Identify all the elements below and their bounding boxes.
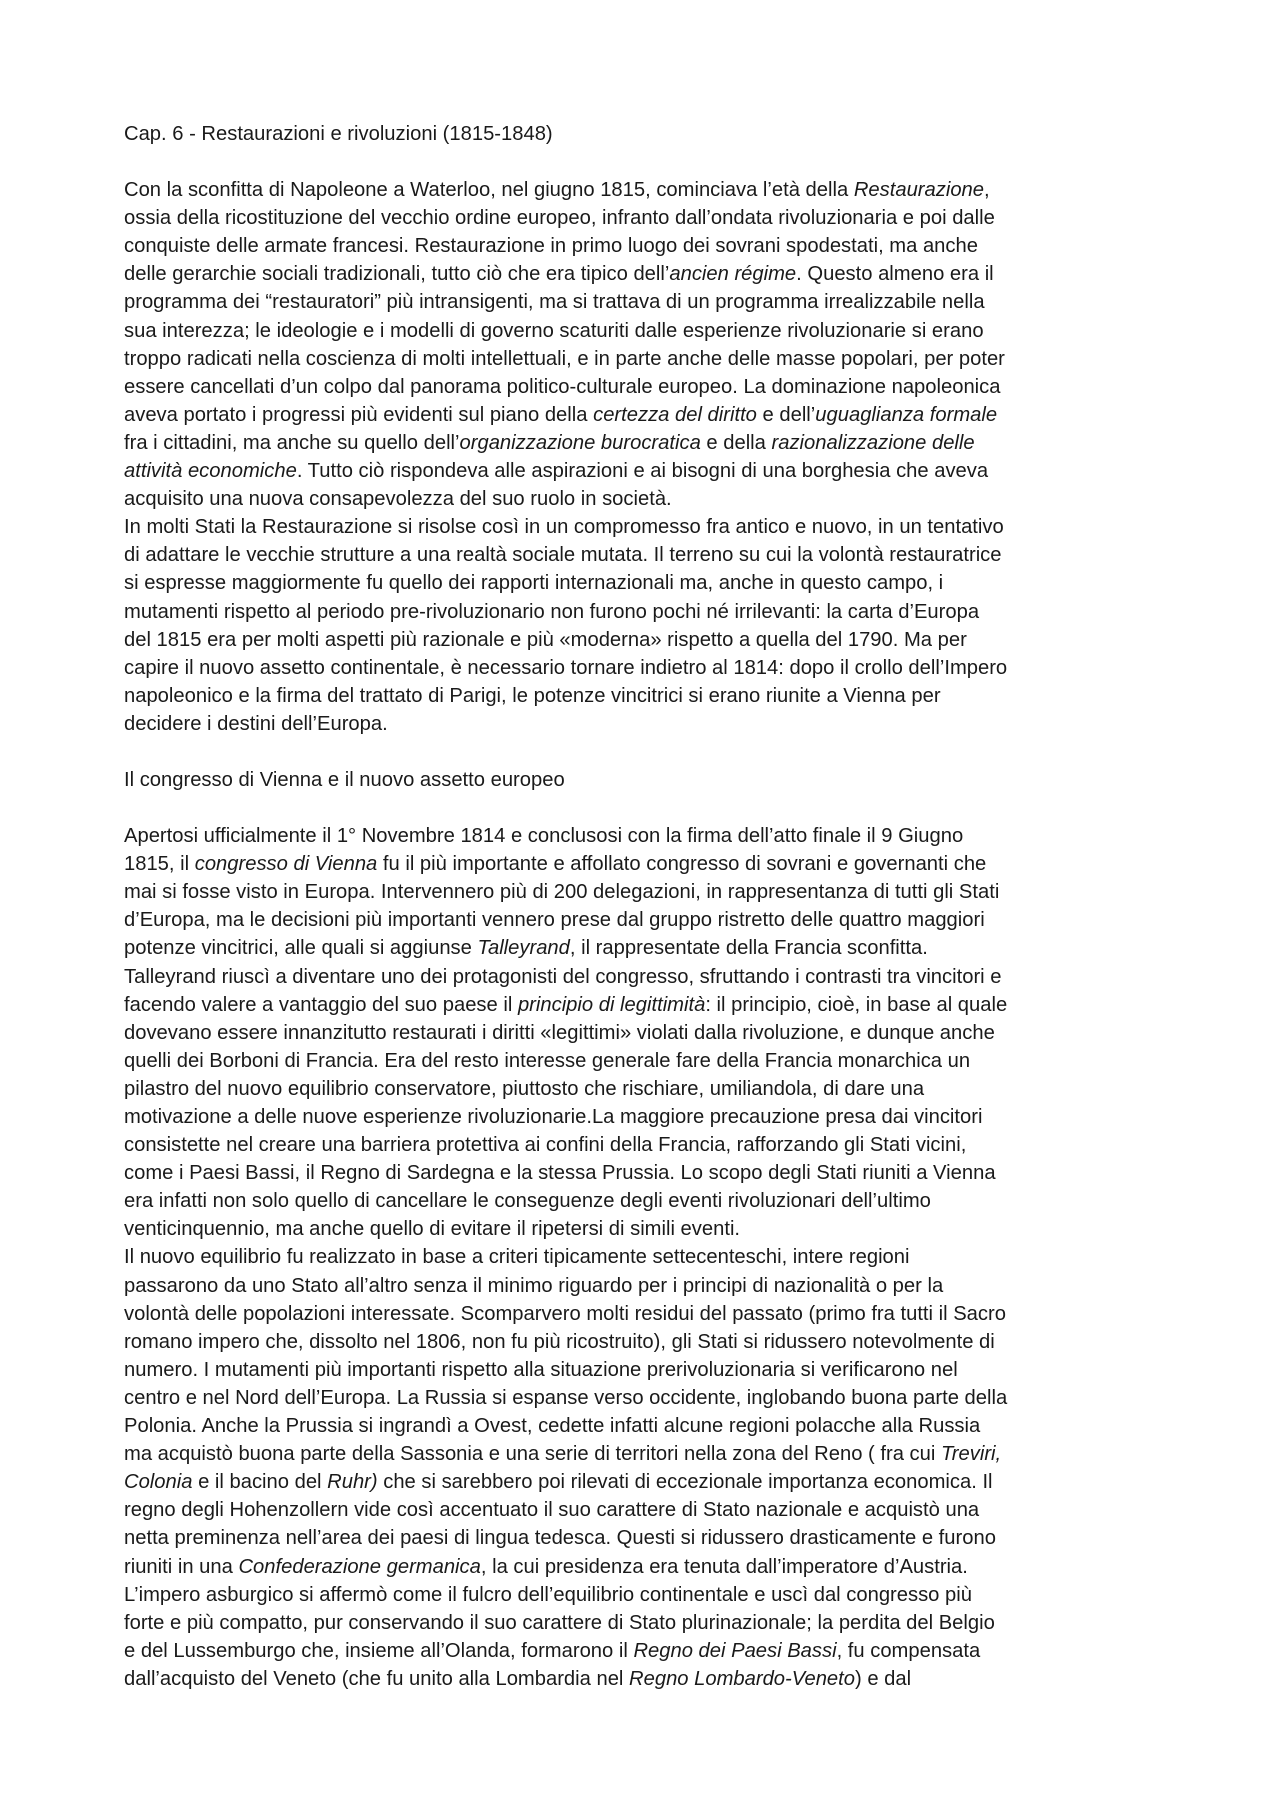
italic-term: Treviri, Colonia (124, 1443, 1002, 1494)
italic-term: Ruhr) (327, 1471, 378, 1494)
paragraph: Il nuovo equilibrio fu realizzato in base a criteri tipicamente settecenteschi, intere regioni passarono da uno Stato all’altro senza il minimo riguardo per i principi di nazionalità o per la volontà delle popolazioni interessate. Scomparvero molti residui del passato (primo fra tutti il Sacro romano impero che, dissolto nel 1806, non fu più ricostruito), gli Stati si ridussero notevolmente di numero. I mutamenti più importanti rispetto alla situazione prerivoluzionaria si verificarono nel centro e nel Nord dell’Europa. La Russia si espanse verso occidente, inglobando buona parte della Polonia. Anche la Prussia si ingrandì a Ovest, cedette infatti alcune regioni polacche alla Russia ma acquistò buona parte della Sassonia e una serie di territori nella zona del Reno ( fra cui Treviri, Colonia e il bacino del Ruhr) che si sarebbero poi rilevati di eccezionale importanza economica. Il regno degli Hohenzollern vide così accentuato il suo carattere di Stato nazionale e acquistò una netta preminenza nell’area dei paesi di lingua tedesca. Questi si ridussero drasticamente e furono riuniti in una Confederazione germanica, la cui presidenza era tenuta dall’imperatore d’Austria. L’impero asburgico si affermò come il fulcro dell’equilibrio continentale e uscì dal congresso più forte e più compatto, pur conservando il suo carattere di Stato plurinazionale; la perdita del Belgio e del Lussemburgo che, insieme all’Olanda, formarono il Regno dei Paesi Bassi, fu compensata dall’acquisto del Veneto (che fu unito alla Lombardia nel Regno Lombardo-Veneto) e dal (124, 1246, 1008, 1690)
chapter-title: Cap. 6 - Restaurazioni e rivoluzioni (1815-1848) (124, 123, 553, 145)
section-heading: Il congresso di Vienna e il nuovo assetto europeo (124, 768, 565, 791)
italic-term: organizzazione burocratica (459, 431, 701, 454)
paragraph: Con la sconfitta di Napoleone a Waterloo, nel giugno 1815, cominciava l’età della Restaurazione, ossia della ricostituzione del vecchio ordine europeo, infranto dall’ondata rivoluzionaria e poi dalle conquiste delle armate francesi. Restaurazione in primo luogo dei sovrani spodestati, ma anche delle gerarchie sociali tradizionali, tutto ciò che era tipico dell’ancien régime. Questo almeno era il programma dei “restauratori” più intransigenti, ma si trattava di un programma irrealizzabile nella sua interezza; le ideologie e i modelli di governo scaturiti dalle esperienze rivoluzionarie si erano troppo radicati nella coscienza di molti intellettuali, e in parte anche delle masse popolari, per poter essere cancellati d’un colpo dal panorama politico-culturale europeo. La dominazione napoleonica aveva portato i progressi più evidenti sul piano della certezza del diritto e dell’uguaglianza formale fra i cittadini, ma anche su quello dell’organizzazione burocratica e della razionalizzazione delle attività economiche. Tutto ciò rispondeva alle aspirazioni e ai bisogni di una borghesia che aveva acquisito una nuova consapevolezza del suo ruolo in società. (124, 179, 1005, 511)
italic-term: uguaglianza formale (815, 403, 998, 426)
spacer (124, 738, 1164, 766)
italic-term: congresso di Vienna (194, 853, 378, 876)
paragraph: Apertosi ufficialmente il 1° Novembre 1814 e conclusosi con la firma dell’atto finale il 9 Giugno 1815, il congresso di Vienna fu il più importante e affollato congresso di sovrani e governanti che mai si fosse visto in Europa. Intervennero più di 200 delegazioni, in rappresentanza di tutti gli Stati d’Europa, ma le decisioni più importanti vennero prese dal gruppo ristretto delle quattro maggiori potenze vincitrici, alle quali si aggiunse Talleyrand, il rappresentate della Francia sconfitta. Talleyrand riuscì a diventare uno dei protagonisti del congresso, sfruttando i contrasti tra vincitori e facendo valere a vantaggio del suo paese il principio di legittimità: il principio, cioè, in base al quale dovevano essere innanzitutto restaurati i diritti «legittimi» violati dalla rivoluzione, e dunque anche quelli dei Borboni di Francia. Era del resto interesse generale fare della Francia monarchica un pilastro del nuovo equilibrio conservatore, piuttosto che rischiare, umiliandola, di dare una motivazione a delle nuove esperienze rivoluzionarie.La maggiore precauzione presa dai vincitori consistette nel creare una barriera protettiva ai confini della Francia, rafforzando gli Stati vicini, come i Paesi Bassi, il Regno di Sardegna e la stessa Prussia. Lo scopo degli Stati riuniti a Vienna era infatti non solo quello di cancellare le conseguenze degli eventi rivoluzionari dell’ultimo venticinquennio, ma anche quello di evitare il ripetersi di simili eventi. (124, 825, 1008, 1241)
italic-term: Confederazione germanica (238, 1555, 481, 1578)
spacer (124, 794, 1164, 822)
paragraph: In molti Stati la Restaurazione si risolse così in un compromesso fra antico e nuovo, in un tentativo di adattare le vecchie strutture a una realtà sociale mutata. Il terreno su cui la volontà restauratrice si espresse maggiormente fu quello dei rapporti internazionali ma, anche in questo campo, i mutamenti rispetto al periodo pre-rivoluzionario non furono pochi né irrilevanti: la carta d’Europa del 1815 era per molti aspetti più razionale e più «moderna» rispetto a quella del 1790. Ma per capire il nuovo assetto continentale, è necessario tornare indietro al 1814: dopo il crollo dell’Impero napoleonico e la firma del trattato di Parigi, le potenze vincitrici si erano riunite a Vienna per decidere i destini dell’Europa. (124, 516, 1008, 735)
italic-term: certezza del diritto (593, 403, 757, 426)
document-page (124, 120, 1164, 1693)
italic-term: Talleyrand (477, 937, 570, 960)
italic-term: principio di legittimità (517, 993, 706, 1016)
italic-term: ancien régime (669, 263, 797, 286)
italic-term: Regno dei Paesi Bassi (633, 1639, 837, 1662)
italic-term: razionalizzazione delle attività economiche (124, 431, 975, 483)
italic-term: Regno Lombardo-Veneto (629, 1667, 855, 1690)
italic-term: Restaurazione (853, 179, 985, 202)
